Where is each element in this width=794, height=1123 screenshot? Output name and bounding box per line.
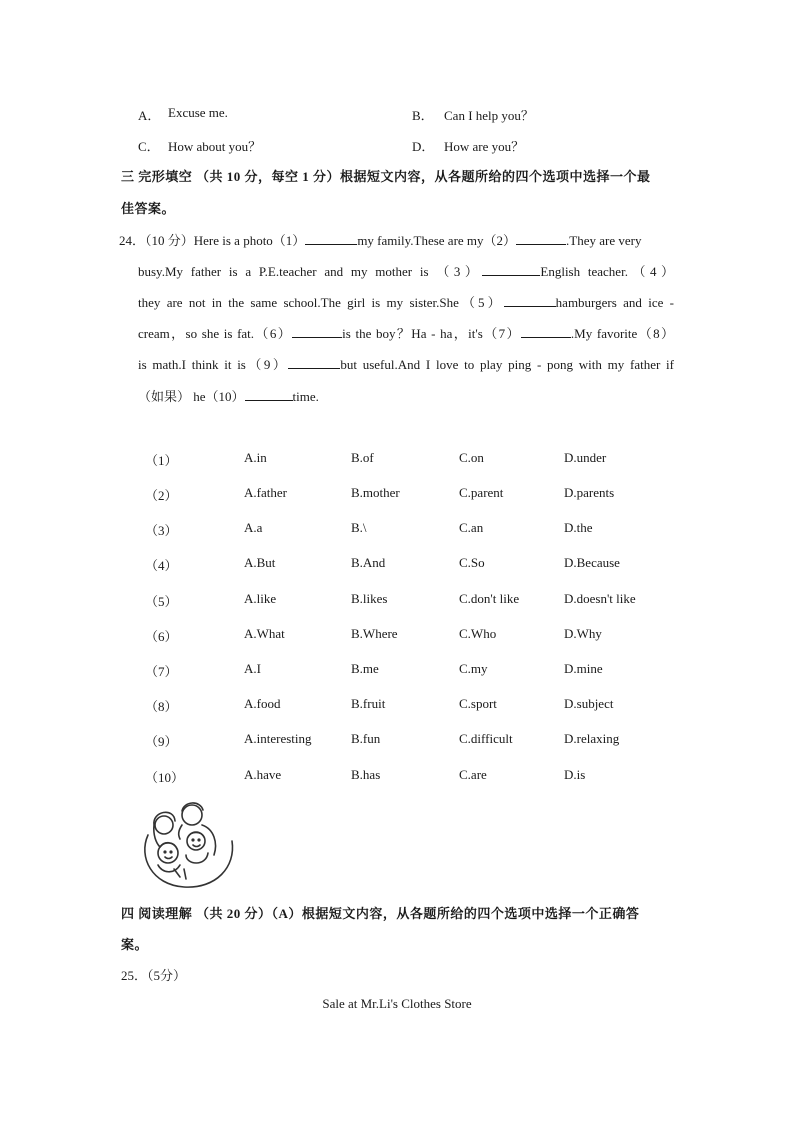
option-number: （1） [145, 453, 178, 468]
option-a: A.a [244, 520, 263, 535]
q25-label: 25．（5分） [121, 968, 187, 983]
options-row-10 [0, 767, 794, 785]
options-row-1 [0, 450, 794, 468]
q24-line-4: cream，so she is fat.（6） is the boy？Ha - ha，it's（7） .My favorite（8） [138, 326, 674, 341]
option-d: D.doesn't like [564, 591, 636, 606]
q24-line-3: they are not in the same school.The girl is my sister.She（5） hamburgers and ice - [138, 295, 674, 310]
option-c: C.parent [459, 485, 504, 500]
option-a: A.in [244, 450, 267, 465]
option-c: C.my [459, 661, 488, 676]
option-d: D.relaxing [564, 731, 620, 746]
option-number: （3） [145, 523, 178, 538]
option-d: D.subject [564, 696, 614, 711]
section4-heading-cont: 案。 [121, 937, 149, 952]
option-number: （7） [145, 664, 178, 679]
option-number: （4） [145, 558, 178, 573]
option-d: D.mine [564, 661, 603, 676]
option-a-letter: A． [138, 108, 161, 123]
option-number: （8） [145, 699, 178, 714]
option-a: A.like [244, 591, 277, 606]
q24-line-5: is math.I think it is（9） but useful.And I love to play ping - pong with my father if [138, 357, 674, 372]
option-a-text: Excuse me. [168, 105, 228, 120]
options-row-6 [0, 626, 794, 644]
section4-heading: 四 阅读理解 （共 20 分）（A）根据短文内容，从各题所给的四个选项中选择一个正确答 [121, 906, 640, 921]
option-d-text: How are you？ [444, 139, 525, 154]
option-c-text: How about you？ [168, 139, 262, 154]
option-a: A.But [244, 555, 276, 570]
option-d: D.is [564, 767, 586, 782]
section3-heading: 三 完形填空 （共 10 分，每空 1 分）根据短文内容，从各题所给的四个选项中选择一个最 [121, 169, 651, 184]
option-b-letter: B． [412, 108, 434, 123]
q24-line-1: 24．（10 分）Here is a photo（1） my family.These are my（2） .They are very [119, 233, 642, 248]
option-b: B.mother [351, 485, 400, 500]
option-b: B.\ [351, 520, 367, 535]
option-number: （2） [145, 488, 178, 503]
q24-line-6: （如果） he（10） time. [138, 389, 319, 404]
option-b-text: Can I help you？ [444, 108, 534, 123]
option-number: （9） [145, 734, 178, 749]
option-a: A.What [244, 626, 285, 641]
option-d: D.under [564, 450, 607, 465]
option-d: D.Because [564, 555, 620, 570]
options-row-5 [0, 591, 794, 609]
option-b: B.me [351, 661, 379, 676]
options-row-3 [0, 520, 794, 538]
options-row-2 [0, 485, 794, 503]
options-row-8 [0, 696, 794, 714]
option-b: B.And [351, 555, 386, 570]
option-b: B.likes [351, 591, 388, 606]
option-b: B.fun [351, 731, 381, 746]
option-a: A.interesting [244, 731, 312, 746]
option-c: C.don't like [459, 591, 520, 606]
options-row-9 [0, 731, 794, 749]
option-a: A.have [244, 767, 282, 782]
option-number: （5） [145, 594, 178, 609]
option-c: C.difficult [459, 731, 513, 746]
options-row-7 [0, 661, 794, 679]
option-b: B.of [351, 450, 374, 465]
option-c: C.on [459, 450, 484, 465]
option-d: D.Why [564, 626, 602, 641]
option-c: C.Who [459, 626, 497, 641]
option-d: D.parents [564, 485, 615, 500]
option-a: A.I [244, 661, 261, 676]
option-c: C.sport [459, 696, 497, 711]
section3-heading-cont: 佳答案。 [121, 201, 176, 216]
sale-title: Sale at Mr.Li's Clothes Store [322, 996, 472, 1011]
option-c-letter: C． [138, 139, 160, 154]
option-d: D.the [564, 520, 593, 535]
option-c: C.are [459, 767, 487, 782]
option-a: A.food [244, 696, 281, 711]
option-d-letter: D． [412, 139, 435, 154]
option-c: C.So [459, 555, 485, 570]
option-b: B.has [351, 767, 381, 782]
q24-line-2: busy.My father is a P.E.teacher and my mother is （3） English teacher.（4） [138, 264, 674, 279]
option-b: B.fruit [351, 696, 386, 711]
option-c: C.an [459, 520, 484, 535]
options-row-4 [0, 555, 794, 573]
option-a: A.father [244, 485, 287, 500]
option-number: （10） [145, 770, 185, 785]
family-illustration [134, 795, 238, 891]
option-b: B.Where [351, 626, 398, 641]
option-number: （6） [145, 629, 178, 644]
